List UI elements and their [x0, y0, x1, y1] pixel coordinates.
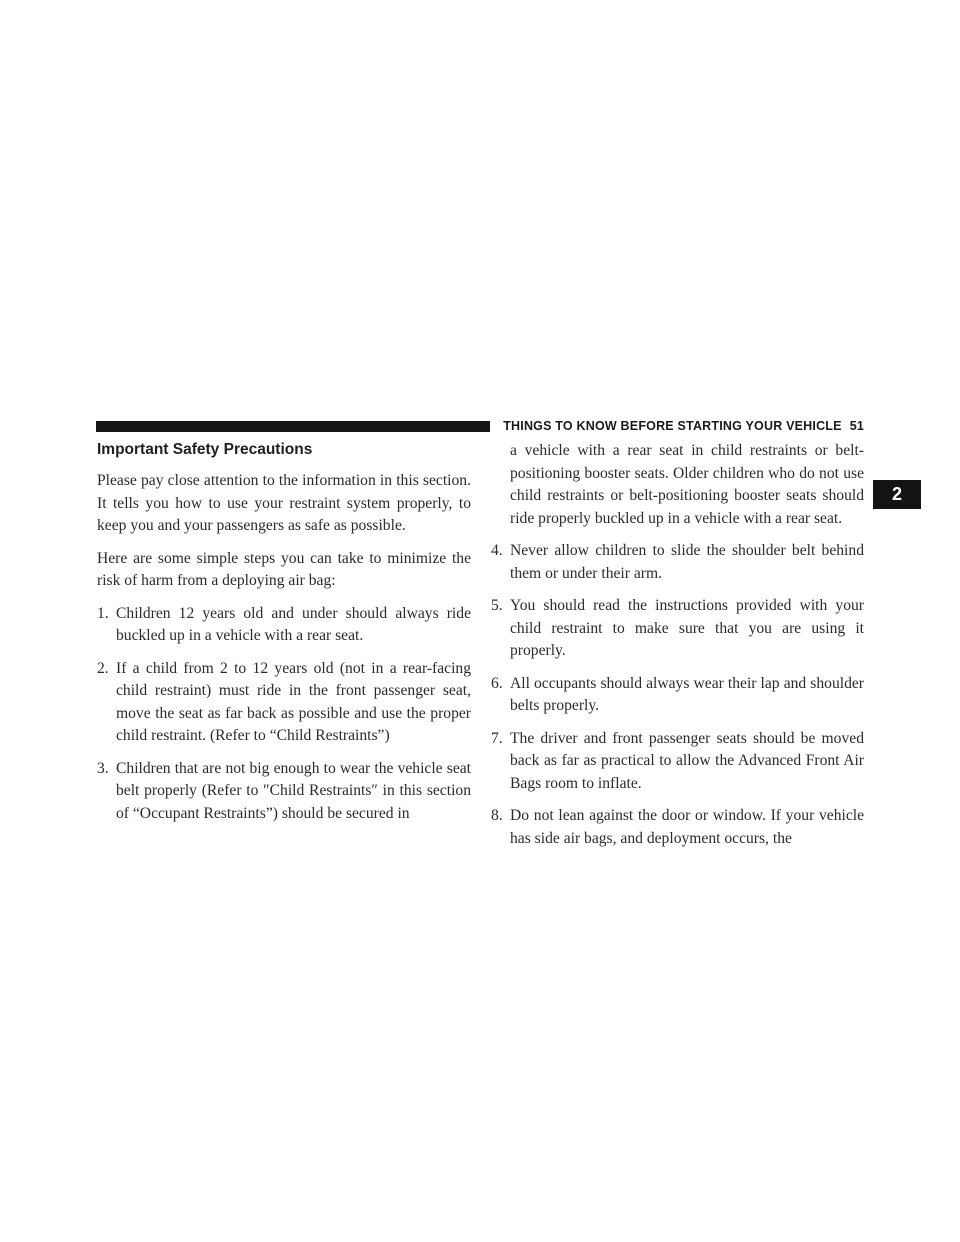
section-heading: Important Safety Precautions — [97, 441, 313, 458]
list-continuation: a vehicle with a rear seat in child restraints or belt-positioning booster seats. Older children who do not use child restraints or belt-positioning booster seats should ride properly buckled up in a vehicle with a rear seat. — [510, 442, 864, 527]
list-item — [97, 658, 471, 748]
list-item — [97, 758, 471, 826]
intro-paragraph: Please pay close attention to the information in this section. It tells you how to use your restraint system properly, to keep you and your passengers as safe as possible. — [97, 472, 471, 534]
list-text: Children 12 years old and under should always ride buckled up in a vehicle with a rear seat. — [116, 604, 471, 644]
list-item — [491, 595, 864, 663]
list-item — [491, 728, 864, 796]
list-text: Children that are not big enough to wear the vehicle seat belt properly (Refer to ″Child Restraints″ in this section of “Occupant Restraints”) should be secured in — [116, 759, 471, 822]
list-number: 1. — [97, 604, 109, 622]
list-item — [491, 805, 864, 850]
header-rule — [96, 421, 490, 432]
list-text: Do not lean against the door or window. If your vehicle has side air bags, and deployment occurs, the — [510, 807, 864, 847]
list-number: 3. — [97, 759, 109, 777]
running-header — [503, 418, 864, 434]
list-number: 2. — [97, 659, 109, 677]
left-column — [97, 440, 471, 835]
running-title: THINGS TO KNOW BEFORE STARTING YOUR VEHICLE — [503, 419, 842, 433]
list-number: 8. — [491, 807, 503, 824]
list-item — [491, 540, 864, 585]
list-number: 5. — [491, 597, 503, 614]
list-number: 6. — [491, 674, 503, 692]
list-item — [97, 603, 471, 648]
list-number: 7. — [491, 729, 503, 747]
list-number: 4. — [491, 542, 503, 559]
page-number: 51 — [849, 419, 864, 433]
list-text: You should read the instructions provided with your child restraint to make sure that you are using it properly. — [510, 597, 864, 659]
chapter-tab: 2 — [873, 480, 921, 509]
list-item — [491, 673, 864, 718]
list-text: Never allow children to slide the shoulder belt behind them or under their arm. — [510, 542, 864, 582]
list-text: If a child from 2 to 12 years old (not in a rear-facing child restraint) must ride in the front passenger seat, move the seat as far back as possible and use the proper child restraint. (Refer to “Child Restraints”) — [116, 659, 471, 744]
list-text: The driver and front passenger seats should be moved back as far as practical to allow the Advanced Front Air Bags room to inflate. — [510, 729, 864, 792]
list-text: All occupants should always wear their lap and shoulder belts properly. — [510, 674, 864, 714]
steps-intro-paragraph: Here are some simple steps you can take to minimize the risk of harm from a deploying air bag: — [97, 549, 471, 589]
right-column — [491, 440, 864, 860]
